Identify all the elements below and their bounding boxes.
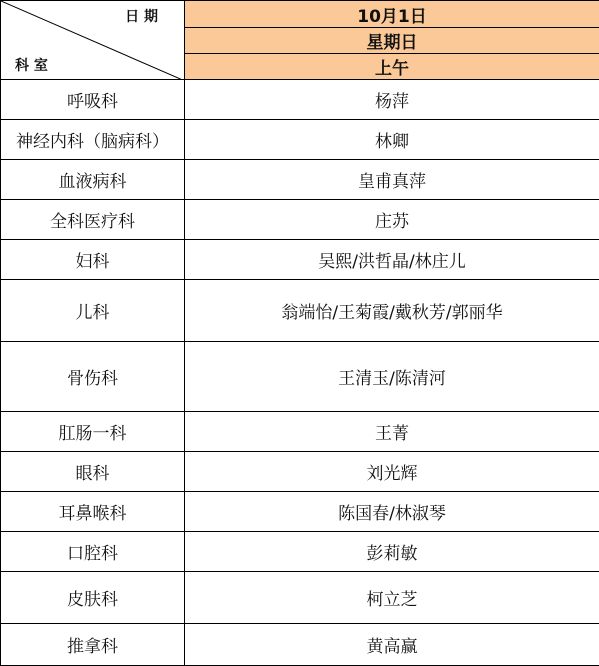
table-row [1,80,599,120]
weekday-header: 星期日 [185,28,599,54]
period-header: 上午 [185,54,599,80]
table-row [1,624,599,666]
dept-cell: 骨伤科 [1,342,185,412]
doctors-cell: 王清玉/陈清河 [185,342,599,412]
table-row [1,200,599,240]
dept-cell: 肛肠一科 [1,412,185,452]
dept-cell: 呼吸科 [1,80,185,120]
doctors-cell: 杨萍 [185,80,599,120]
table-row [1,492,599,532]
doctors-cell: 庄苏 [185,200,599,240]
table-row [1,342,599,412]
dept-cell: 全科医疗科 [1,200,185,240]
table-row [1,160,599,200]
dept-cell: 儿科 [1,280,185,342]
table-row [1,240,599,280]
schedule-rows [1,80,599,666]
table-row [1,452,599,492]
doctors-cell: 翁端怡/王菊霞/戴秋芳/郭丽华 [185,280,599,342]
corner-date-label: 日 期 [125,9,158,25]
date-header: 10月1日 [185,1,599,28]
doctors-cell: 王菁 [185,412,599,452]
dept-cell: 耳鼻喉科 [1,492,185,532]
dept-cell: 妇科 [1,240,185,280]
doctors-cell: 吴熙/洪哲晶/林庄儿 [185,240,599,280]
dept-cell: 皮肤科 [1,572,185,624]
corner-header-cell [1,1,185,80]
table-row [1,412,599,452]
table-row [1,532,599,572]
dept-cell: 口腔科 [1,532,185,572]
dept-cell: 眼科 [1,452,185,492]
doctors-cell: 陈国春/林淑琴 [185,492,599,532]
table-row [1,280,599,342]
table-row [1,120,599,160]
table-row [1,572,599,624]
dept-cell: 推拿科 [1,624,185,666]
doctors-cell: 彭莉敏 [185,532,599,572]
dept-cell: 血液病科 [1,160,185,200]
doctors-cell: 黄高赢 [185,624,599,666]
doctors-cell: 林卿 [185,120,599,160]
doctors-cell: 刘光辉 [185,452,599,492]
corner-dept-label: 科 室 [15,58,48,74]
doctors-cell: 皇甫真萍 [185,160,599,200]
doctors-cell: 柯立芝 [185,572,599,624]
dept-cell: 神经内科（脑病科） [1,120,185,160]
